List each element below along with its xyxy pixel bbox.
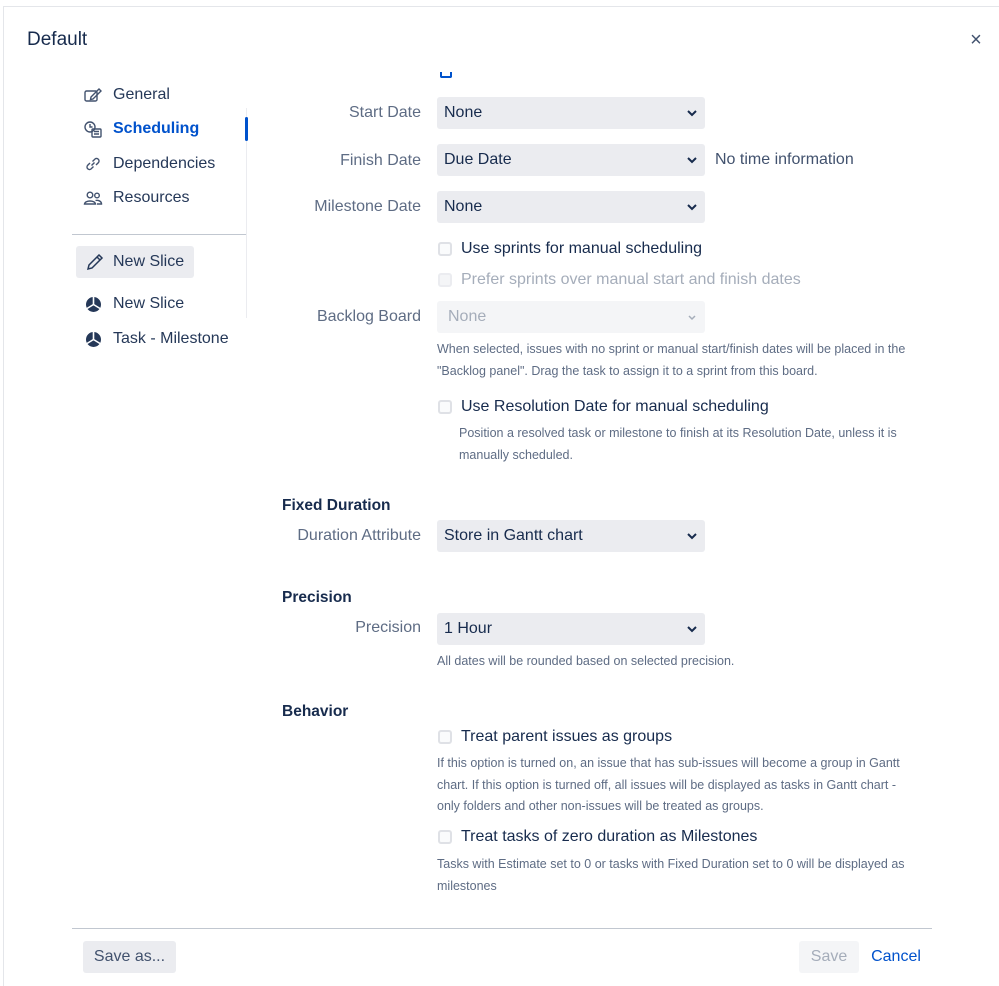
checkbox-label: Treat parent issues as groups bbox=[461, 728, 673, 745]
precision-heading: Precision bbox=[282, 589, 352, 606]
sidebar-item-label: Resources bbox=[113, 189, 190, 206]
save-as-button[interactable]: Save as... bbox=[83, 941, 176, 973]
new-slice-button[interactable] bbox=[76, 246, 194, 278]
zero-milestones-checkbox[interactable] bbox=[438, 828, 757, 846]
checkbox-label: Use sprints for manual scheduling bbox=[461, 240, 703, 257]
help-line: "Backlog panel". Drag the task to assign it to a sprint from this board. bbox=[437, 363, 818, 378]
precision-help: All dates will be rounded based on selected precision. bbox=[437, 654, 735, 668]
sidebar-item-scheduling[interactable] bbox=[82, 115, 199, 143]
chevron-down-icon bbox=[685, 622, 699, 636]
pie-slice-icon bbox=[82, 330, 104, 348]
select-value: None bbox=[444, 104, 483, 121]
precision-label: Precision bbox=[355, 619, 421, 636]
duration-attribute-select[interactable] bbox=[437, 520, 705, 552]
backlog-board-select[interactable] bbox=[437, 301, 705, 333]
close-icon[interactable]: × bbox=[970, 29, 982, 51]
start-date-label: Start Date bbox=[348, 104, 421, 121]
slice-item-new-slice[interactable] bbox=[82, 290, 184, 318]
select-value: Store in Gantt chart bbox=[444, 527, 583, 544]
milestone-date-select[interactable] bbox=[437, 191, 705, 223]
people-icon bbox=[82, 189, 104, 207]
backlog-board-help bbox=[437, 339, 937, 382]
chevron-down-icon bbox=[685, 200, 699, 214]
help-line: manually scheduled. bbox=[459, 447, 573, 462]
help-line: milestones bbox=[437, 878, 497, 893]
chevron-down-icon bbox=[685, 529, 699, 543]
pie-slice-icon bbox=[82, 295, 104, 313]
link-icon bbox=[82, 155, 104, 173]
milestone-date-label: Milestone Date bbox=[314, 198, 421, 215]
checkbox-label: Use Resolution Date for manual scheduling bbox=[461, 398, 769, 415]
new-slice-button-label: New Slice bbox=[113, 253, 185, 270]
help-line: Tasks with Estimate set to 0 or tasks with Fixed Duration set to 0 will be displayed as bbox=[437, 857, 905, 871]
select-value: Due Date bbox=[444, 151, 512, 168]
help-line: chart. If this option is turned off, all issues will be displayed as tasks in Gantt chart - bbox=[437, 777, 897, 792]
parent-groups-checkbox[interactable] bbox=[438, 728, 672, 746]
help-line: only folders and other non-issues will be treated as groups. bbox=[437, 799, 764, 813]
sidebar-item-resources[interactable] bbox=[82, 184, 189, 212]
chevron-down-icon bbox=[685, 153, 699, 167]
pencil-square-icon bbox=[82, 86, 104, 104]
sidebar-item-label: Dependencies bbox=[113, 155, 216, 172]
use-resolution-help bbox=[459, 423, 959, 466]
use-resolution-checkbox[interactable] bbox=[438, 398, 769, 416]
zero-milestones-help bbox=[437, 854, 937, 897]
precision-select[interactable] bbox=[437, 613, 705, 645]
sidebar-divider bbox=[72, 234, 246, 235]
checkbox-box[interactable] bbox=[438, 730, 452, 744]
chevron-down-icon bbox=[685, 310, 699, 324]
active-indicator bbox=[245, 117, 248, 141]
checkbox-label: Treat tasks of zero duration as Milestones bbox=[461, 828, 758, 845]
slice-item-label: Task - Milestone bbox=[113, 330, 229, 347]
cancel-button[interactable]: Cancel bbox=[871, 948, 921, 965]
slice-item-label: New Slice bbox=[113, 295, 185, 312]
calendar-clock-icon bbox=[82, 120, 104, 138]
checkbox-box[interactable] bbox=[438, 273, 452, 287]
dialog-title: Default bbox=[27, 29, 88, 50]
checkbox-box[interactable] bbox=[438, 400, 452, 414]
help-line: When selected, issues with no sprint or manual start/finish dates will be placed in the bbox=[437, 342, 906, 356]
finish-date-select[interactable] bbox=[437, 144, 705, 176]
sidebar-item-dependencies[interactable] bbox=[82, 150, 215, 178]
chevron-down-icon bbox=[685, 106, 699, 120]
select-value: 1 Hour bbox=[444, 620, 493, 637]
finish-date-note: No time information bbox=[715, 151, 854, 168]
use-sprints-checkbox[interactable] bbox=[438, 240, 702, 258]
checkbox-label: Prefer sprints over manual start and finish dates bbox=[461, 271, 801, 288]
sidebar-item-label: General bbox=[113, 86, 170, 103]
start-date-select[interactable] bbox=[437, 97, 705, 129]
help-line: If this option is turned on, an issue that has sub-issues will become a group in Gantt bbox=[437, 756, 900, 770]
help-line: Position a resolved task or milestone to finish at its Resolution Date, unless it is bbox=[459, 426, 897, 440]
select-value: None bbox=[448, 308, 487, 325]
finish-date-label: Finish Date bbox=[340, 152, 421, 169]
clipped-checkbox[interactable] bbox=[440, 72, 452, 78]
select-value: None bbox=[444, 198, 483, 215]
pencil-icon bbox=[86, 253, 106, 271]
footer-divider bbox=[72, 928, 932, 929]
checkbox-box[interactable] bbox=[438, 830, 452, 844]
parent-groups-help bbox=[437, 753, 937, 818]
slice-item-task-milestone[interactable] bbox=[82, 325, 229, 353]
sidebar-item-general[interactable] bbox=[82, 81, 170, 109]
sidebar-item-label: Scheduling bbox=[113, 120, 200, 137]
checkbox-box[interactable] bbox=[438, 242, 452, 256]
duration-attribute-label: Duration Attribute bbox=[297, 527, 421, 544]
behavior-heading: Behavior bbox=[282, 703, 349, 720]
fixed-duration-heading: Fixed Duration bbox=[282, 497, 391, 514]
prefer-sprints-checkbox[interactable] bbox=[438, 271, 801, 289]
save-button[interactable]: Save bbox=[799, 941, 859, 973]
backlog-board-label: Backlog Board bbox=[316, 308, 421, 325]
